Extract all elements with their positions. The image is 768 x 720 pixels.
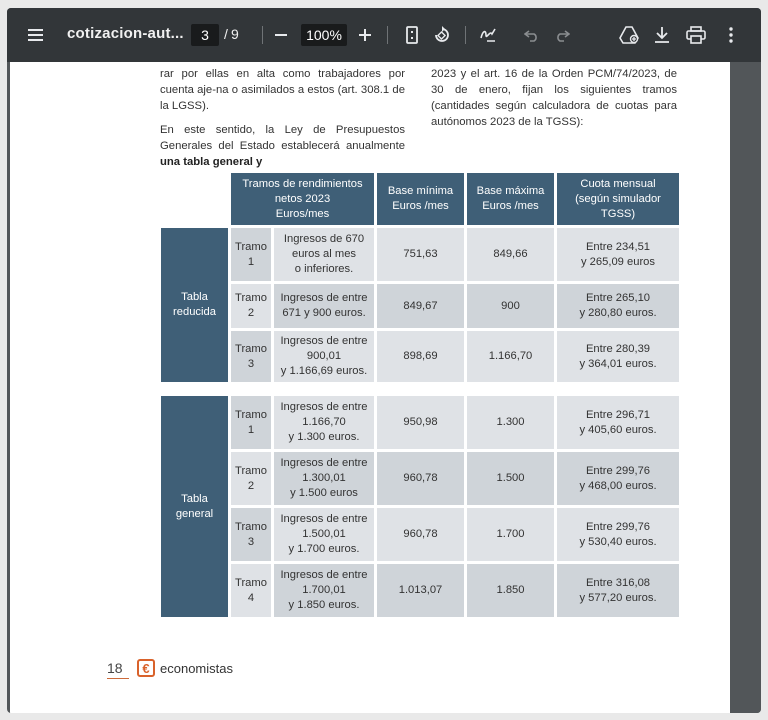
paragraph-bold-text: una tabla general y: [160, 156, 263, 168]
zoom-input[interactable]: 100%: [301, 24, 347, 46]
brand-name: economistas: [160, 660, 233, 676]
cell-line: Ingresos de entre: [280, 335, 368, 347]
base-max-cell: 900: [467, 284, 554, 328]
cell-line: 1.700,01: [302, 584, 346, 596]
cell-line: y 1.166,69 euros.: [280, 365, 368, 377]
cuota-cell: [557, 564, 679, 617]
base-max-cell: 1.300: [467, 396, 554, 449]
group-label-general: [161, 396, 228, 617]
cell-line: Entre 234,51: [585, 240, 651, 253]
cell-line: 671 y 900 euros.: [282, 307, 366, 319]
cuota-cell: [557, 508, 679, 561]
tramo-cell: [231, 284, 271, 328]
rendimiento-cell: [274, 331, 374, 382]
pdf-toolbar: [7, 8, 761, 62]
header-base-min: [377, 173, 464, 225]
cuota-cell: [557, 331, 679, 382]
tramo-label: Tramo: [235, 240, 267, 253]
header-line: Cuota mensual: [580, 177, 656, 190]
quota-table: [158, 170, 682, 620]
cell-line: y 280,80 euros.: [579, 307, 657, 319]
euro-logo-icon: €: [137, 659, 155, 677]
cell-line: 1.166,70: [302, 416, 346, 428]
tramo-cell: [231, 331, 271, 382]
header-tramos: [231, 173, 374, 225]
table-row: [161, 452, 679, 505]
cell-line: 900,01: [306, 350, 342, 362]
redo-icon[interactable]: [551, 24, 573, 46]
cell-line: y 1.300 euros.: [288, 431, 360, 443]
tramo-cell: [231, 452, 271, 505]
cell-line: Entre 299,76: [585, 464, 651, 477]
base-min-cell: 960,78: [377, 508, 464, 561]
tramo-number: 1: [247, 423, 255, 436]
base-min-cell: 950,98: [377, 396, 464, 449]
tramo-cell: [231, 228, 271, 281]
base-max-cell: 1.850: [467, 564, 554, 617]
cell-line: y 405,60 euros.: [579, 423, 657, 436]
base-max-cell: 1.166,70: [467, 331, 554, 382]
cell-line: Entre 316,08: [585, 576, 651, 589]
header-line: netos 2023: [274, 192, 331, 205]
zoom-out-icon[interactable]: [271, 25, 291, 45]
header-line: Euros /mes: [392, 200, 449, 212]
fit-page-icon[interactable]: [401, 24, 423, 46]
tramo-label: Tramo: [235, 576, 267, 589]
rendimiento-cell: [274, 284, 374, 328]
page-separator: /: [224, 26, 228, 42]
print-icon[interactable]: [684, 23, 708, 47]
tramo-cell: [231, 564, 271, 617]
gap-cell: [161, 385, 679, 393]
cell-line: y 1.700 euros.: [288, 543, 360, 555]
cell-line: Ingresos de entre: [280, 513, 368, 525]
cell-line: Entre 265,10: [585, 292, 651, 304]
table-gap: [161, 385, 679, 393]
toolbar-divider: [387, 26, 388, 44]
cell-line: Ingresos de entre: [280, 457, 368, 469]
cell-line: y 364,01 euros.: [579, 357, 657, 370]
header-line: (según simulador TGSS): [575, 192, 661, 220]
group-label-line: Tabla: [181, 291, 208, 303]
tramo-label: Tramo: [235, 464, 267, 477]
table-row: [161, 508, 679, 561]
table-row: [161, 284, 679, 328]
cuota-cell: [557, 284, 679, 328]
base-min-cell: 960,78: [377, 452, 464, 505]
tramo-number: 3: [247, 535, 255, 548]
cell-line: Entre 296,71: [585, 408, 651, 421]
cell-line: y 530,40 euros.: [579, 535, 657, 548]
download-icon[interactable]: [650, 23, 674, 47]
cuota-cell: [557, 228, 679, 281]
toolbar-divider: [465, 26, 466, 44]
pdf-page: [10, 62, 730, 713]
document-title: cotizacion-aut...: [67, 25, 184, 42]
group-label-line: reducida: [173, 306, 216, 318]
paragraph-text: En este sentido, la Ley de Presupuestos Generales del Estado establecerá anualmente: [160, 124, 405, 152]
header-cuota: [557, 173, 679, 225]
page-footer-number: 18: [107, 660, 129, 679]
cell-line: Entre 299,76: [585, 520, 651, 533]
header-line: Euros /mes: [482, 200, 539, 212]
base-max-cell: 1.500: [467, 452, 554, 505]
rendimiento-cell: [274, 228, 374, 281]
economistas-logo: [137, 659, 233, 677]
group-label-line: general: [175, 507, 214, 520]
pdf-viewer-window: [7, 8, 761, 713]
base-min-cell: 751,63: [377, 228, 464, 281]
rendimiento-cell: [274, 508, 374, 561]
cell-line: o inferiores.: [294, 263, 354, 275]
cell-line: y 265,09 euros: [580, 255, 655, 268]
paragraph: rar por ellas en alta como trabajadores por cuenta aje-na o asimilados a estos (art. 308.1 de la LGSS).: [160, 68, 405, 112]
cell-line: Ingresos de entre: [280, 569, 368, 581]
rendimiento-cell: [274, 396, 374, 449]
table-row: [161, 228, 679, 281]
header-line: Euros/mes: [275, 207, 330, 220]
page-total: 9: [231, 26, 239, 42]
header-line: Base mínima: [387, 185, 454, 197]
undo-icon[interactable]: [521, 24, 543, 46]
paragraph: 2023 y el art. 16 de la Orden PCM/74/2023, de 30 de enero, fijan los siguientes tramos (cantidades según calculadora de cuotas para autónomos 2023 de la TGSS):: [431, 68, 677, 128]
cell-line: y 1.500 euros: [290, 487, 358, 499]
cuota-cell: [557, 396, 679, 449]
group-label-reducida: [161, 228, 228, 382]
tramo-label: Tramo: [235, 292, 267, 304]
group-label-line: Tabla: [181, 492, 208, 505]
annotate-icon[interactable]: [477, 24, 499, 46]
cuota-cell: [557, 452, 679, 505]
cell-line: Ingresos de 670: [283, 233, 365, 245]
rendimiento-cell: [274, 564, 374, 617]
tramo-number: 2: [247, 479, 255, 492]
table-row: [161, 396, 679, 449]
empty-corner: [161, 173, 228, 225]
cell-line: y 577,20 euros.: [579, 591, 657, 604]
save-to-drive-icon[interactable]: [617, 23, 641, 47]
rotate-icon[interactable]: [431, 24, 453, 46]
toolbar-divider: [262, 26, 263, 44]
zoom-in-icon[interactable]: [355, 25, 375, 45]
tramo-number: 3: [247, 357, 255, 370]
rendimiento-cell: [274, 452, 374, 505]
tramo-label: Tramo: [235, 342, 267, 355]
base-min-cell: 849,67: [377, 284, 464, 328]
page-number-input[interactable]: 3: [191, 24, 219, 46]
table-row: [161, 331, 679, 382]
cell-line: y 468,00 euros.: [579, 479, 657, 492]
cell-line: euros al mes: [291, 248, 357, 260]
tramo-number: 2: [247, 307, 255, 319]
base-min-cell: 1.013,07: [377, 564, 464, 617]
header-line: Tramos de rendimientos: [242, 177, 363, 190]
scrollbar[interactable]: [737, 62, 761, 713]
base-min-cell: 898,69: [377, 331, 464, 382]
table-row: [161, 564, 679, 617]
cell-line: Ingresos de entre: [280, 401, 368, 413]
base-max-cell: 849,66: [467, 228, 554, 281]
left-text-column: [160, 66, 405, 178]
tramo-cell: [231, 396, 271, 449]
cell-line: Entre 280,39: [585, 342, 651, 355]
header-base-max: [467, 173, 554, 225]
header-line: Base máxima: [476, 185, 545, 197]
tramo-label: Tramo: [235, 408, 267, 421]
cell-line: 1.300,01: [302, 472, 346, 484]
cell-line: y 1.850 euros.: [288, 599, 360, 611]
paragraph: [160, 122, 405, 170]
menu-icon[interactable]: [23, 22, 49, 48]
base-max-cell: 1.700: [467, 508, 554, 561]
right-text-column: [431, 66, 677, 138]
more-icon[interactable]: [719, 23, 743, 47]
tramo-number: 1: [247, 255, 255, 268]
tramo-label: Tramo: [235, 520, 267, 533]
tramo-number: 4: [247, 591, 255, 604]
tramo-cell: [231, 508, 271, 561]
cell-line: 1.500,01: [302, 528, 346, 540]
cell-line: Ingresos de entre: [280, 292, 368, 304]
